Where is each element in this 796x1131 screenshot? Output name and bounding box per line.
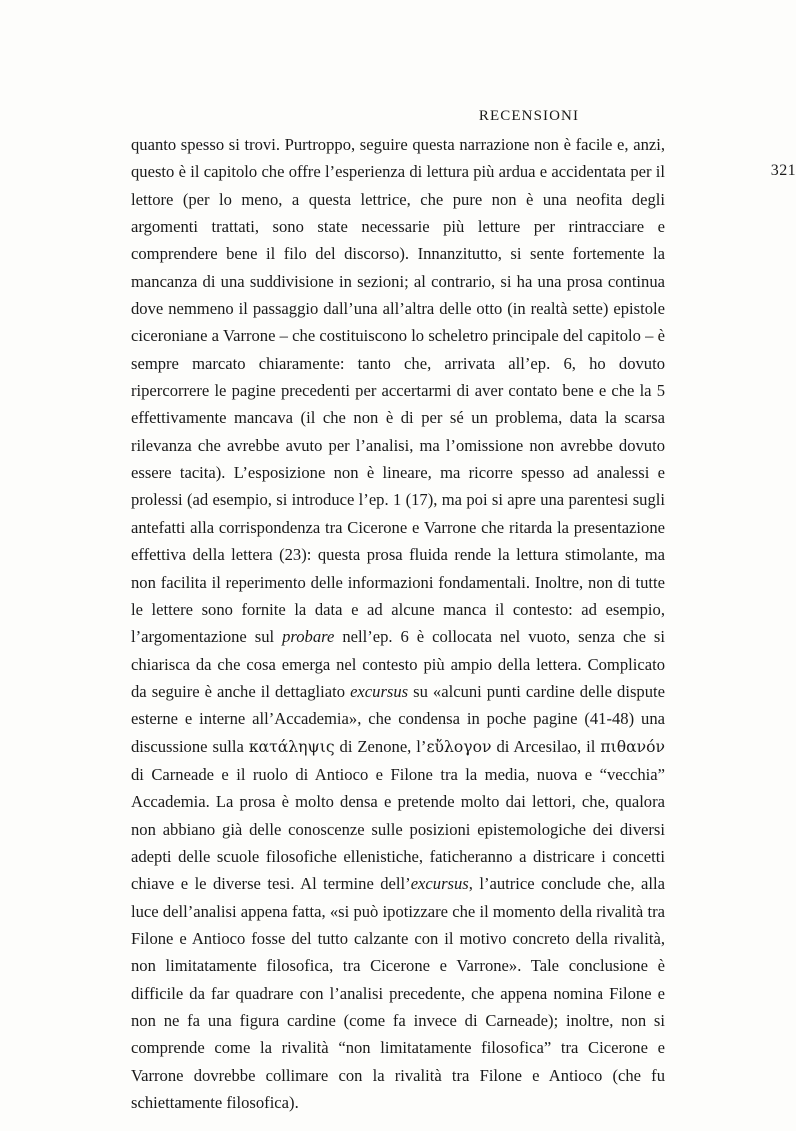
page-number: 321 — [770, 162, 796, 179]
page-header — [131, 54, 796, 179]
body-paragraph: quanto spesso si trovi. Purtroppo, seguire questa narrazione non è facile e, anzi, questo è il capitolo che offre l’esperienza di lettura più ardua e accidentata per il lettore (per lo meno, a questa lettrice, che pure non è una neofita degli argomenti trattati, sono state necessarie più letture per rintracciare e comprendere bene il filo del discorso). Innanzitutto, si sente fortemente la mancanza di una suddivisione in sezioni; al contrario, si ha una prosa continua dove nemmeno il passaggio dall’una all’altra delle otto (in realtà sette) epistole ciceroniane a Varrone – che costituiscono lo scheletro principale del capitolo – è sempre marcato chiaramente: tanto che, arrivata all’ep. 6, ho dovuto ripercorrere le pagine precedenti per accertarmi di aver contato bene e che la 5 effettivamente mancava (il che non è di per sé un problema, data la scarsa rilevanza che avrebbe avuto per l’analisi, ma l’omissione non avrebbe dovuto essere tacita). L’esposizione non è lineare, ma ricorre spesso ad analessi e prolessi (ad esempio, si introduce l’ep. 1 (17), ma poi si apre una parentesi sugli antefatti alla corrispondenza tra Cicerone e Varrone che ritarda la presentazione effettiva della lettera (23): questa prosa fluida rende la lettura stimolante, ma non facilita il reperimento delle informazioni fondamentali. Inoltre, non di tutte le lettere sono fornite la data e ad alcune manca il contesto: ad esempio, l’argomentazione sul probare nell’ep. 6 è collocata nel vuoto, senza che si chiarisca da che cosa emerga nel contesto più ampio della lettera. Complicato da seguire è anche il dettagliato excursus su «alcuni punti cardine delle dispute esterne e interne all’Accademia», che condensa in poche pagine (41-48) una discussione sulla κατάληψις di Zenone, l’εὔλογον di Arcesilao, il πιθανόν di Carneade e il ruolo di Antioco e Filone tra la media, nuova e “vecchia” Accademia. La prosa è molto densa e pretende molto dai lettori, che, qualora non abbiano già delle conoscenze sulle posizioni epistemologiche dei diversi adepti delle scuole filosofiche ellenistiche, faticheranno a districare i concetti chiave e le diverse tesi. Al termine dell’excursus, l’autrice conclude che, alla luce dell’analisi appena fatta, «si può ipotizzare che il momento della rivalità tra Filone e Antioco fosse del tutto calzante con il motivo concreto della rivalità, non limitatamente filosofica, tra Cicerone e Varrone». Tale conclusione è difficile da far quadrare con l’analisi precedente, che appena nomina Filone e non ne fa una figura cardine (come fa invece di Carneade); inoltre, non si comprende come la rivalità “non limitatamente filosofica” tra Cicerone e Varrone dovrebbe collimare con la rivalità tra Filone e Antioco (che fu schiettamente filosofica). — [131, 135, 666, 1113]
body-text-block — [131, 131, 665, 1116]
running-head-title: RECENSIONI — [478, 108, 580, 124]
running-head — [262, 108, 796, 179]
